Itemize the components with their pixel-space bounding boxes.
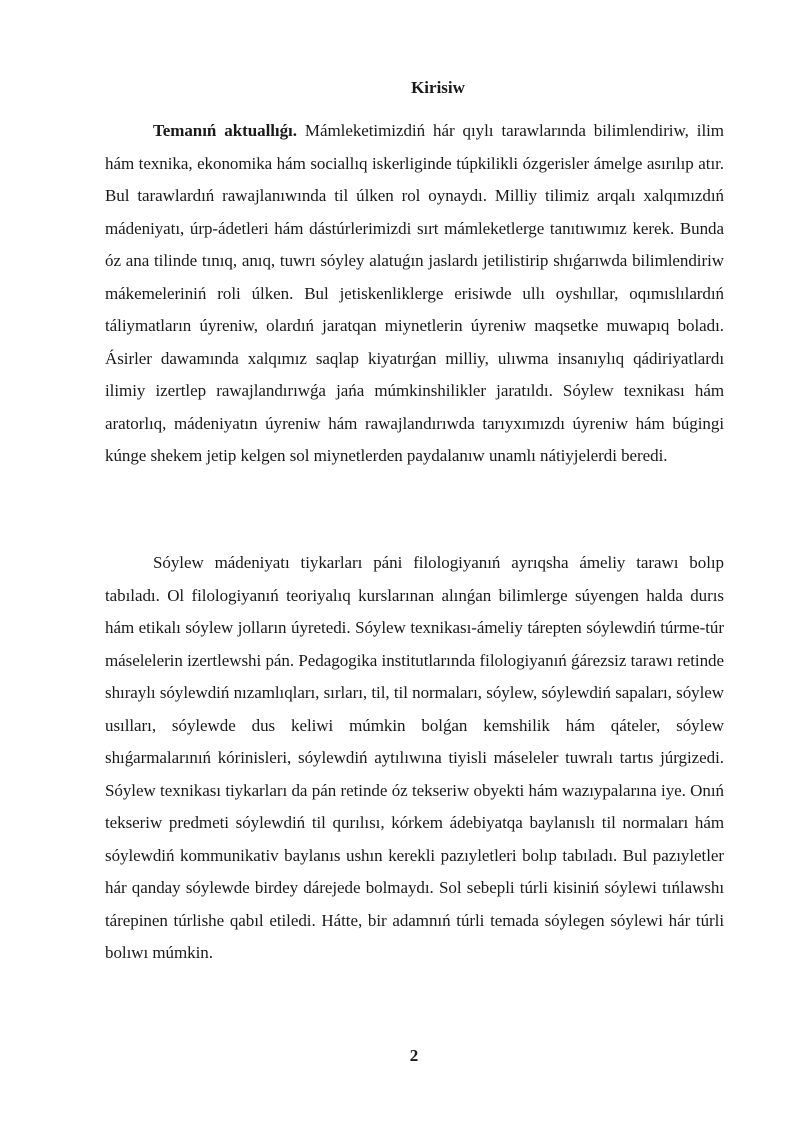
paragraph-body-text: Sóylew mádeniyatı tiykarları páni filologiyanıń ayrıqsha ámeliy tarawı bolıp tabıladı. Ol filologiyanıń teoriyalıq kurslarınan alınǵan bilimlerge súyengen halda durıs hám etikalı sóylew jolların úyretedi. Sóylew texnikası-ámeliy tárepten sóylewdiń túrme-túr máselelerin izertlewshi pán. Pedagogika institutlarında filologiyanıń ǵárezsiz tarawı retinde shıraylı sóylewdiń nızamlıqları, sırları, til, til normaları, sóylew, sóylewdiń sapaları, sóylew usılları, sóylewde dus keliwi múmkin bolǵan kemshilik hám qáteler, sóylew shıǵarmalarınıń kórinisleri, sóylewdiń aytılıwına tiyisli máseleler tuwralı tartıs júrgizedi. Sóylew texnikası tiykarları da pán retinde óz tekseriw obyekti hám wazıypalarına iye. Onıń tekseriw predmeti sóylewdiń til qurılısı, kórkem ádebiyatqa baylanıslı til normaları hám sóylewdiń kommunikativ baylanıs ushın kerekli pazıyletleri bolıp tabıladı. Bul pazıyletler hár qanday sóylewde birdey dárejede bolmaydı. Sol sebepli túrli kisiniń sóylewi tıńlawshı tárepinen túrlishe qabıl etiledi. Hátte, bir adamnıń túrli temada sóylegen sóylewi hár túrli bolıwı múmkin. (105, 553, 724, 962)
page-number: 2 (409, 1046, 419, 1065)
paragraph-topic-relevance (105, 115, 724, 473)
section-title: Kirisiw (411, 78, 465, 97)
paragraph-body-text: Mámleketimizdiń hár qıylı tarawlarında bilimlendiriw, ilim hám texnika, ekonomika hám sociallıq iskerliginde túpkilikli ózgerisler ámelge asırılıp atır. Bul tarawlardıń rawajlanıwında til úlken rol oynaydı. Milliy tilimiz arqalı xalqımızdıń mádeniyatı, úrp-ádetleri hám dástúrlerimizdi sırt mámleketlerge tanıtıwımız kerek. Bunda óz ana tilinde tınıq, anıq, tuwrı sóyley alatuǵın jaslardı jetilistirip shıǵarıwda bilimlendiriw mákemeleriniń roli úlken. Bul jetiskenliklerge erisiwde ullı oyshıllar, oqımıslılardıń táliymatların úyreniw, olardıń jaratqan miynetlerin úyreniw maqsetke muwapıq boladı. Ásirler dawamında xalqımız saqlap kiyatırǵan milliy, ulıwma insanıylıq qádiriyatlardı ilimiy izertlep rawajlandırıwǵa jańa múmkinshilikler jaratıldı. Sóylew texnikası hám aratorlıq, mádeniyatın úyreniw hám rawajlandırıwda tarıyxımızdı úyreniw hám búgingi kúnge shekem jetip kelgen sol miynetlerden paydalanıw unamlı nátiyjelerdi beredi. (105, 121, 724, 465)
paragraph-lead-heading: Temanıń aktuallıǵı. (153, 121, 297, 140)
paragraph-speech-culture (105, 547, 724, 970)
